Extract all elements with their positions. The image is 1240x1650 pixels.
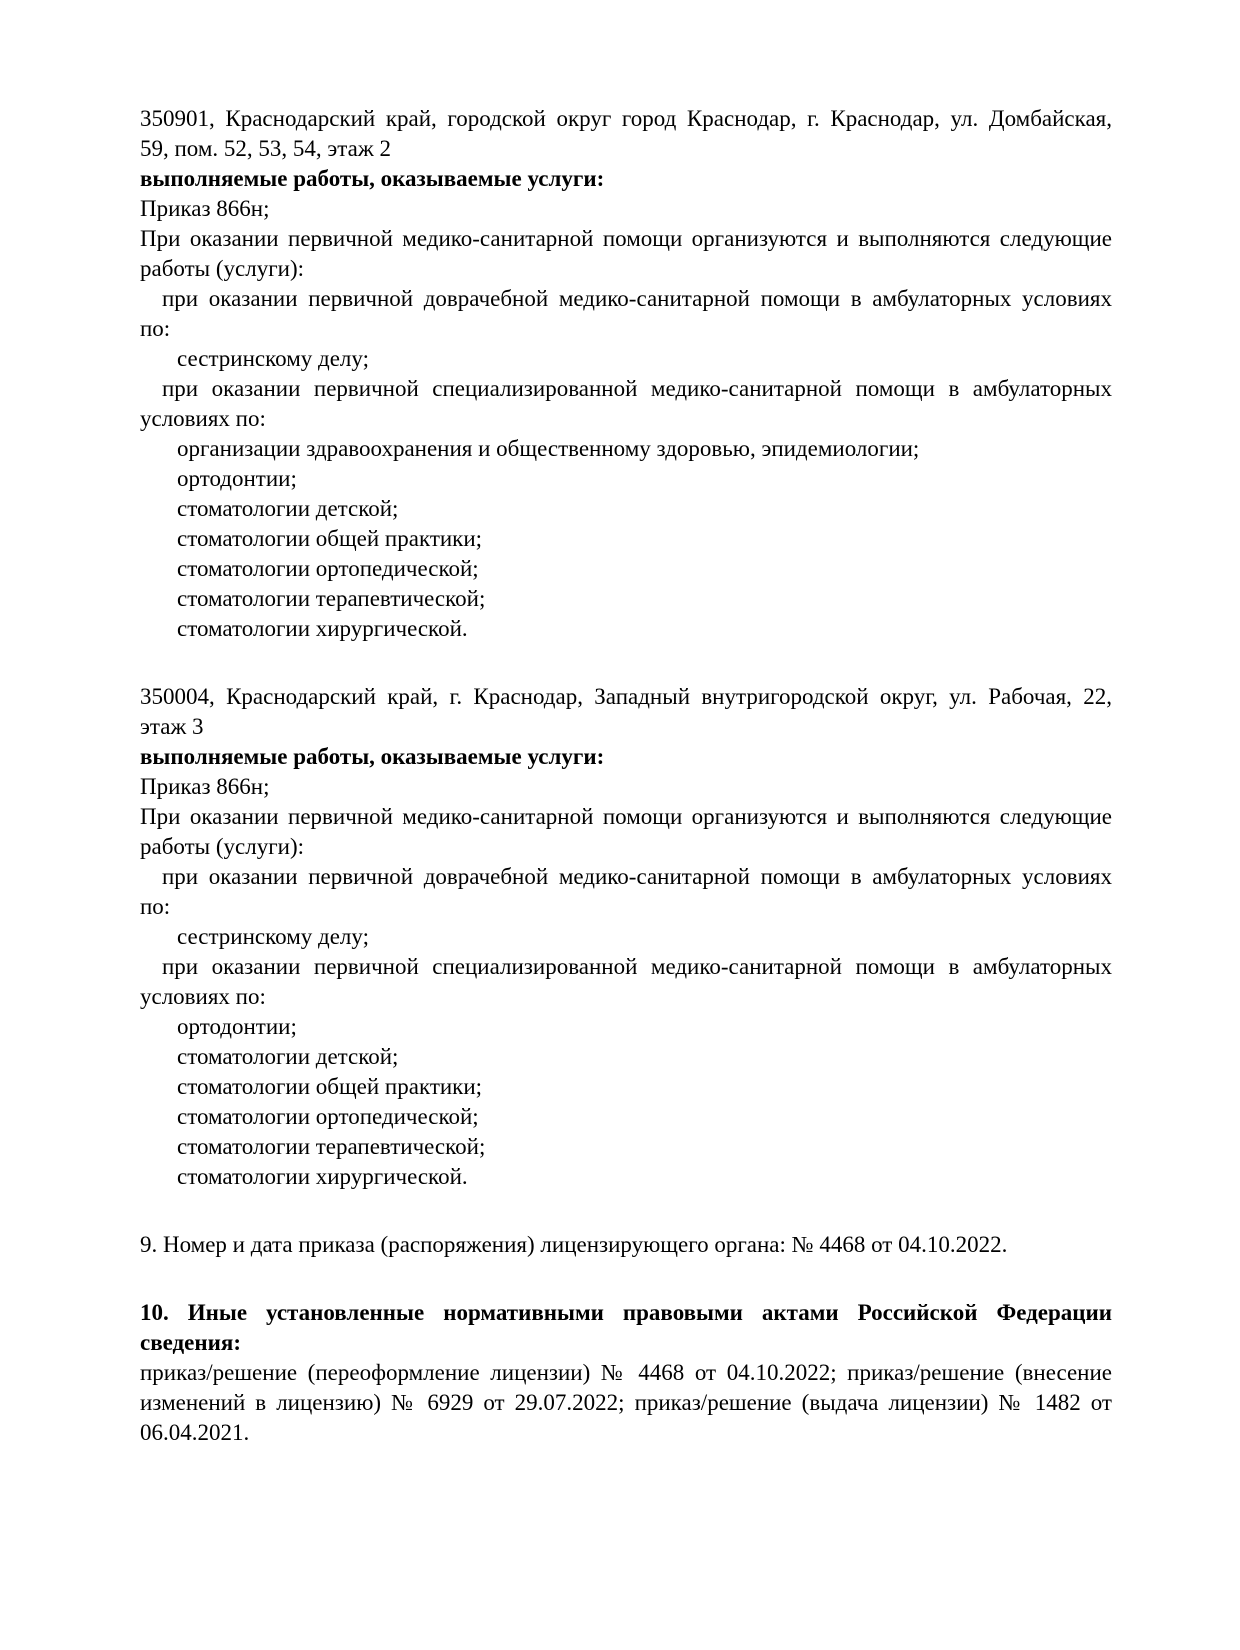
text-line: условиях по: — [140, 406, 266, 431]
text-line: по: — [140, 894, 171, 919]
text-line: по: — [140, 316, 171, 341]
location-350004 — [140, 682, 1112, 1192]
text-line: выполняемые работы, оказываемые услуги: — [140, 744, 605, 769]
text-line: стоматологии детской; — [177, 496, 399, 521]
text-line: при оказании первичной специализированной медико-санитарной помощи в амбулаторных — [162, 376, 1112, 401]
text-line: стоматологии детской; — [177, 1044, 399, 1069]
text-line: работы (услуги): — [140, 256, 304, 281]
text-line: 9. Номер и дата приказа (распоряжения) лицензирующего органа: № 4468 от 04.10.2022. — [140, 1232, 1008, 1257]
text-line: организации здравоохранения и общественному здоровью, эпидемиологии; — [177, 436, 920, 461]
text-line: При оказании первичной медико-санитарной помощи организуются и выполняются следующие — [140, 804, 1112, 829]
text-line: Приказ 866н; — [140, 774, 270, 799]
text-line: стоматологии хирургической. — [177, 616, 468, 641]
item-9-order-number — [140, 1230, 1112, 1260]
text-line: условиях по: — [140, 984, 266, 1009]
item-10-other-info — [140, 1298, 1118, 1448]
text-line: стоматологии терапевтической; — [177, 586, 486, 611]
text-line: При оказании первичной медико-санитарной помощи организуются и выполняются следующие — [140, 226, 1112, 251]
text-line: 350004, Краснодарский край, г. Краснодар, Западный внутригородской округ, ул. Рабочая, 22, — [140, 684, 1112, 709]
text-line: при оказании первичной специализированной медико-санитарной помощи в амбулаторных — [162, 954, 1112, 979]
text-line: приказ/решение (переоформление лицензии) № 4468 от 04.10.2022; приказ/решение (внесение — [140, 1360, 1112, 1385]
text-line: ортодонтии; — [177, 1014, 297, 1039]
text-line: изменений в лицензию) № 6929 от 29.07.2022; приказ/решение (выдача лицензии) № 1482 от — [140, 1390, 1112, 1415]
text-line: при оказании первичной доврачебной медико-санитарной помощи в амбулаторных условиях — [162, 286, 1112, 311]
text-line: этаж 3 — [140, 714, 204, 739]
text-line: стоматологии ортопедической; — [177, 1104, 479, 1129]
text-line: 350901, Краснодарский край, городской округ город Краснодар, г. Краснодар, ул. Домбайская, — [140, 106, 1112, 131]
text-line: при оказании первичной доврачебной медико-санитарной помощи в амбулаторных условиях — [162, 864, 1112, 889]
text-line: стоматологии хирургической. — [177, 1164, 468, 1189]
text-line: 06.04.2021. — [140, 1420, 250, 1445]
text-line: сестринскому делу; — [177, 924, 369, 949]
text-line: стоматологии терапевтической; — [177, 1134, 486, 1159]
text-line: 59, пом. 52, 53, 54, этаж 2 — [140, 136, 391, 161]
text-line: стоматологии общей практики; — [177, 1074, 483, 1099]
text-line: выполняемые работы, оказываемые услуги: — [140, 166, 605, 191]
text-line: Приказ 866н; — [140, 196, 270, 221]
document-body — [140, 104, 1118, 1448]
text-line: работы (услуги): — [140, 834, 304, 859]
text-line: 10. Иные установленные нормативными правовыми актами Российской Федерации сведения: — [140, 1300, 1118, 1355]
text-line: стоматологии ортопедической; — [177, 556, 479, 581]
text-line: ортодонтии; — [177, 466, 297, 491]
text-line: стоматологии общей практики; — [177, 526, 483, 551]
text-line: сестринскому делу; — [177, 346, 369, 371]
location-350901 — [140, 104, 1112, 644]
